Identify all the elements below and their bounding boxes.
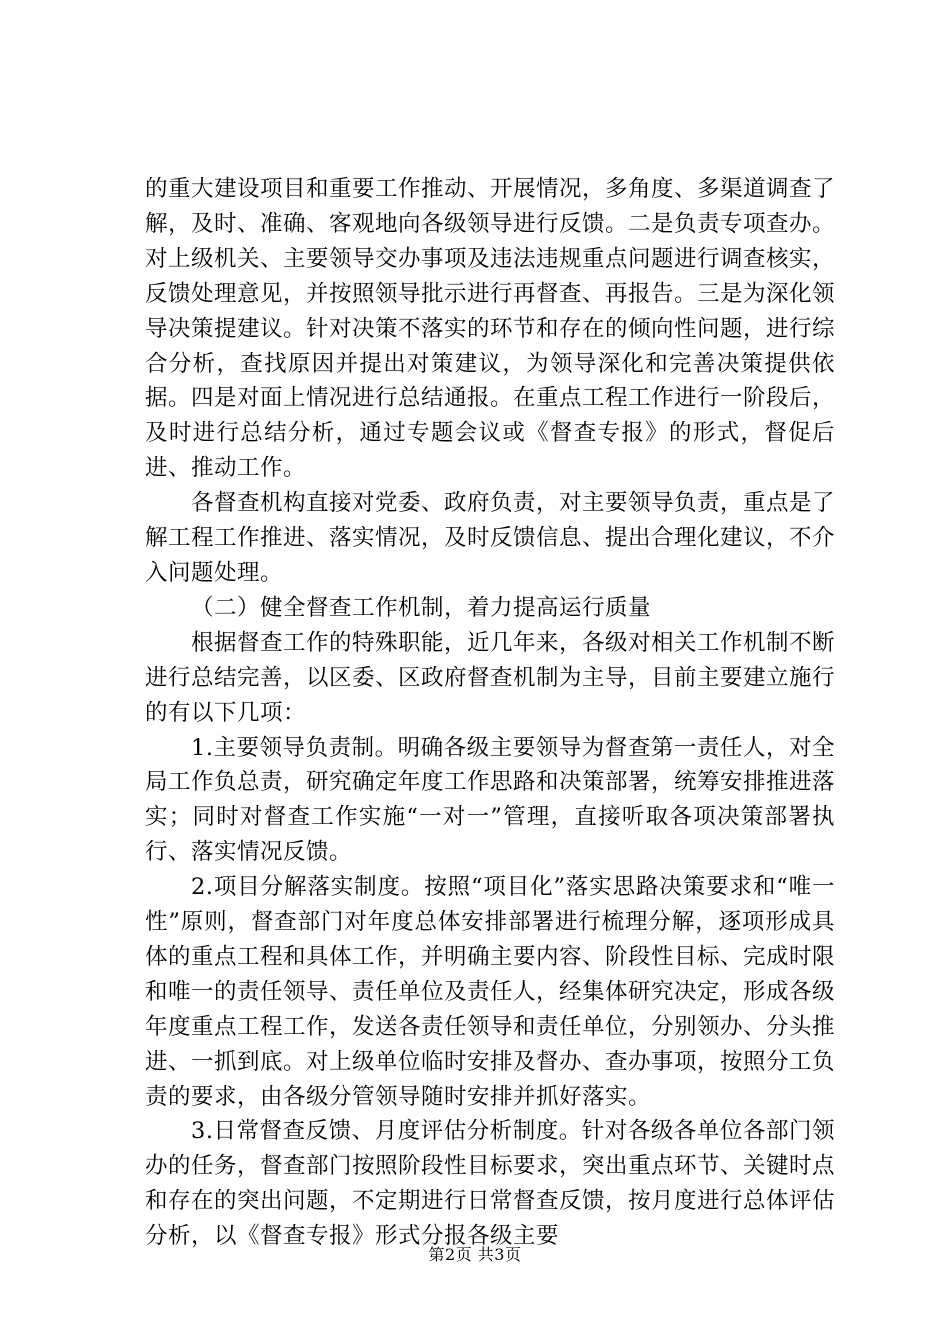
paragraph-mechanism-intro: 根据督查工作的特殊职能，近几年来，各级对相关工作机制不断进行总结完善，以区委、区政府督查机制为主导，目前主要建立施行的有以下几项：: [145, 629, 836, 726]
list-item-leader-responsibility: 1.主要领导负责制。明确各级主要领导为督查第一责任人，对全局工作负总责，研究确定年度工作思路和决策部署，统筹安排推进落实；同时对督查工作实施“一对一”管理，直接听取各项决策部署执行、落实情况反馈。: [145, 734, 836, 866]
paragraph-oversight-bodies: 各督查机构直接对党委、政府负责，对主要领导负责，重点是了解工程工作推进、落实情况，及时反馈信息、提出合理化建议，不介入问题处理。: [145, 490, 836, 586]
list-item-project-breakdown: 2.项目分解落实制度。按照“项目化”落实思路决策要求和“唯一性”原则，督查部门对年度总体安排部署进行梳理分解，逐项形成具体的重点工程和具体工作，并明确主要内容、阶段性目标、完成时限和唯一的责任领导、责任单位及责任人，经集体研究决定，形成各级年度重点工程工作，发送各责任领导和责任单位，分别领办、分头推进、一抓到底。对上级单位临时安排及督办、查办事项，按照分工负责的要求，由各级分管领导随时安排并抓好落实。: [145, 874, 836, 1110]
section-heading: （二）健全督查工作机制，着力提高运行质量: [191, 594, 652, 621]
page-number-footer: 第2页 共3页: [428, 1245, 522, 1264]
list-item-daily-monthly-review: 3.日常督查反馈、月度评估分析制度。针对各级各单位各部门领办的任务，督查部门按照阶段性目标要求，突出重点环节、关键时点和存在的突出问题，不定期进行日常督查反馈，按月度进行总体评估分析，以《督查专报》形式分报各级主要: [145, 1118, 836, 1250]
paragraph-continuation: 的重大建设项目和重要工作推动、开展情况，多角度、多渠道调查了解，及时、准确、客观地向各级领导进行反馈。二是负责专项查办。对上级机关、主要领导交办事项及违法违规重点问题进行调查核实，反馈处理意见，并按照领导批示进行再督查、再报告。三是为深化领导决策提建议。针对决策不落实的环节和存在的倾向性问题，进行综合分析，查找原因并提出对策建议，为领导深化和完善决策提供依据。四是对面上情况进行总结通报。在重点工程工作进行一阶段后，及时进行总结分析，通过专题会议或《督查专报》的形式，督促后进、推动工作。: [145, 176, 836, 482]
document-body: [145, 172, 835, 1254]
